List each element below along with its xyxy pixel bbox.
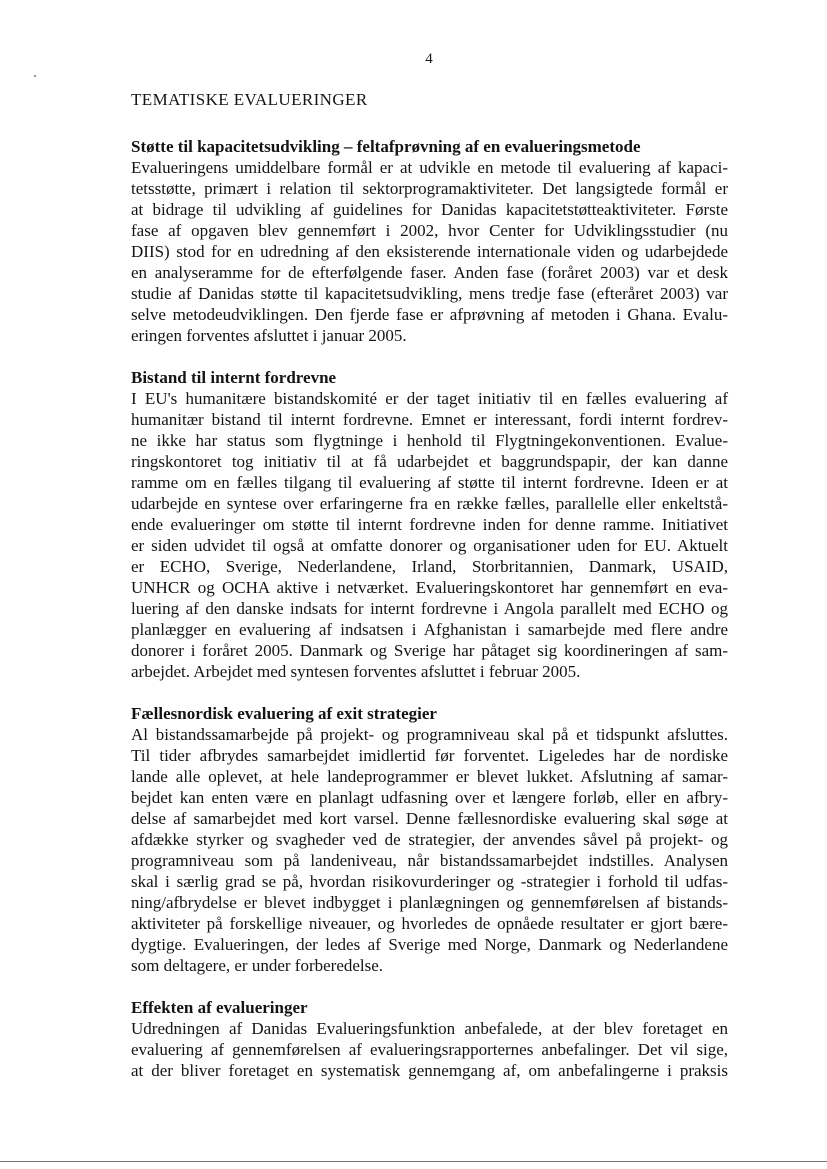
text-line: arbejdet. Arbejdet med syntesen forventes afsluttet i februar 2005.: [131, 662, 581, 681]
text-line: en analyseramme for de efterfølgende faser. Anden fase (foråret 2003) var et desk: [131, 263, 728, 282]
section-title: Støtte til kapacitetsudvikling – feltafprøvning af en evalueringsmetode: [131, 137, 641, 156]
text-line: selve metodeudviklingen. Den fjerde fase er afprøvning af metoden i Ghana. Evalu-: [131, 305, 728, 324]
text-line: at der bliver foretaget en systematisk gennemgang af, om anbefalingerne i praksis: [131, 1061, 728, 1080]
page-heading: TEMATISKE EVALUERINGER: [131, 90, 368, 109]
text-line: programniveau som på landeniveau, når bistandssamarbejdet indstilles. Analysen: [131, 851, 728, 870]
text-line: Al bistandssamarbejde på projekt- og programniveau skal på et tidspunkt afsluttes.: [131, 725, 728, 744]
text-line: ende evalueringer om støtte til internt fordrevne inden for denne ramme. Initiativet: [131, 515, 728, 534]
text-line: ne ikke har status som flygtninge i henhold til Flygtningekonventionen. Evalue-: [131, 431, 728, 450]
text-line: bejdet kan enten være en planlagt udfasning over et længere forløb, eller en afbry-: [131, 788, 728, 807]
section-title: Fællesnordisk evaluering af exit strategier: [131, 704, 437, 723]
text-line: Udredningen af Danidas Evalueringsfunktion anbefalede, at der blev foretaget en: [131, 1019, 728, 1038]
section-title: Bistand til internt fordrevne: [131, 368, 337, 387]
text-line: Evalueringens umiddelbare formål er at udvikle en metode til evaluering af kapaci-: [131, 158, 728, 177]
page-number: 4: [425, 51, 433, 67]
text-line: dygtige. Evalueringen, der ledes af Sverige med Norge, Danmark og Nederlandene: [131, 935, 728, 954]
text-line: skal i særlig grad se på, hvordan risikovurderinger og -strategier i forhold til udfas-: [131, 872, 728, 891]
text-line: ringskontoret tog initiativ til at få udarbejdet et baggrundspapir, der kan danne: [131, 452, 728, 471]
section-title: Effekten af evalueringer: [131, 998, 308, 1017]
page-bottom-rule: [0, 1161, 827, 1162]
text-line: er siden udvidet til også at omfatte donorer og organisationer uden for EU. Aktuelt: [131, 536, 728, 555]
text-line: Til tider afbrydes samarbejdet imidlertid før forventet. Ligeledes har de nordiske: [131, 746, 728, 765]
document-body: [131, 88, 728, 1081]
text-line: donorer i foråret 2005. Danmark og Sverige har påtaget sig koordineringen af sam-: [131, 641, 728, 660]
text-line: DIIS) stod for en udredning af den eksisterende internationale viden og udarbejdede: [131, 242, 728, 261]
text-line: humanitær bistand til internt fordrevne. Emnet er interessant, fordi internt fordrev-: [131, 410, 728, 429]
section-internt-fordrevne: [131, 367, 728, 682]
section-kapacitetsudvikling: [131, 136, 728, 346]
text-line: er ECHO, Sverige, Nederlandene, Irland, Storbritannien, Danmark, USAID,: [131, 557, 728, 576]
text-line: luering af den danske indsats for internt fordrevne i Angola parallelt med ECHO og: [131, 599, 728, 618]
text-line: studie af Danidas støtte til kapacitetsudvikling, mens tredje fase (efteråret 2003) var: [131, 284, 728, 303]
text-line: at bidrage til udvikling af guidelines for Danidas kapacitetstøtteaktiviteter. Første: [131, 200, 728, 219]
text-line: UNHCR og OCHA aktive i netværket. Evalueringskontoret har gennemført en eva-: [131, 578, 728, 597]
text-line: tetsstøtte, primært i relation til sektorprogramaktiviteter. Det langsigtede formål er: [131, 179, 728, 198]
text-line: aktiviteter på forskellige niveauer, og hvorledes de opnåede resultater er gjort bære-: [131, 914, 728, 933]
text-line: fase af opgaven blev gennemført i 2002, hvor Center for Udviklingsstudier (nu: [131, 221, 728, 240]
text-line: delse af samarbejdet med kort varsel. Denne fællesnordiske evaluering skal søge at: [131, 809, 728, 828]
text-line: udarbejde en syntese over erfaringerne fra en række fælles, parallelle eller enkeltstå-: [131, 494, 728, 513]
text-line: lande alle oplevet, at hele landeprogrammer er blevet lukket. Afslutning af samar-: [131, 767, 728, 786]
text-line: eringen forventes afsluttet i januar 2005.: [131, 326, 407, 345]
text-line: evaluering af gennemførelsen af evalueringsrapporternes anbefalinger. Det vil sige,: [131, 1040, 728, 1059]
text-line: ning/afbrydelse er blevet indbygget i planlægningen og gennemførelsen af bistands-: [131, 893, 728, 912]
text-line: planlægger en evaluering af indsatsen i Afghanistan i samarbejde med flere andre: [131, 620, 728, 639]
text-line: afdække styrker og svagheder ved de strategier, der anvendes såvel på projekt- og: [131, 830, 728, 849]
text-line: ramme om en fælles tilgang til evaluering af støtte til internt fordrevne. Ideen er at: [131, 473, 728, 492]
text-line: I EU's humanitære bistandskomité er der taget initiativ til en fælles evaluering af: [131, 389, 728, 408]
section-exit-strategier: [131, 703, 728, 976]
scan-speck: [34, 75, 36, 77]
text-line: som deltagere, er under forberedelse.: [131, 956, 384, 975]
section-effekten: [131, 997, 728, 1081]
